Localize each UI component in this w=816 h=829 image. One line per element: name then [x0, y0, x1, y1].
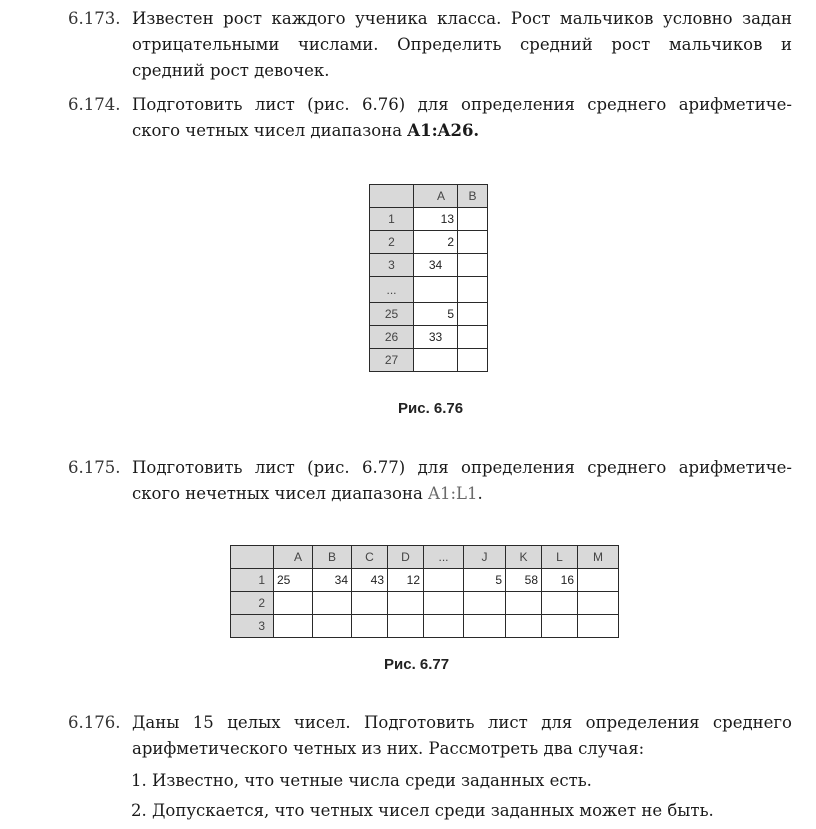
- cell-a: 2: [414, 231, 458, 254]
- problem-line: [132, 481, 792, 507]
- cell-b: [458, 231, 488, 254]
- cell-range: A1:A26.: [407, 121, 480, 140]
- row-header: 25: [370, 303, 414, 326]
- problem-text: [132, 6, 792, 84]
- cell: [424, 592, 464, 615]
- cell-a: [414, 277, 458, 303]
- cell: 12: [388, 569, 424, 592]
- problem-line: Известен рост каждого ученика класса. Рост мальчиков условно задан: [132, 9, 792, 28]
- cell: [388, 592, 424, 615]
- column-header-ellipsis: ...: [424, 546, 464, 569]
- spreadsheet-figure-6-76: [369, 184, 488, 372]
- table-row: [231, 615, 619, 638]
- cell: [542, 592, 578, 615]
- problem-number: 6.173.: [68, 9, 121, 28]
- cell: [578, 615, 619, 638]
- cell-a: [414, 349, 458, 372]
- column-header-b: B: [313, 546, 352, 569]
- cell: [274, 592, 313, 615]
- table-row: [370, 303, 488, 326]
- column-header-m: M: [578, 546, 619, 569]
- cell: [464, 615, 506, 638]
- table-row: [370, 254, 488, 277]
- cell: [506, 592, 542, 615]
- table-row: [370, 208, 488, 231]
- row-header: 1: [231, 569, 274, 592]
- cell: 25: [274, 569, 313, 592]
- row-header: 1: [370, 208, 414, 231]
- column-header-d: D: [388, 546, 424, 569]
- corner-cell: [231, 546, 274, 569]
- cell: 16: [542, 569, 578, 592]
- range-period: .: [477, 484, 483, 503]
- cell: [313, 592, 352, 615]
- row-header: 26: [370, 326, 414, 349]
- cell: [352, 592, 388, 615]
- cell-a: 34: [414, 254, 458, 277]
- case-item-2: 2. Допускается, что четных чисел среди заданных может не быть.: [131, 801, 714, 820]
- cell: 58: [506, 569, 542, 592]
- table-row: [231, 592, 619, 615]
- table-row: [370, 231, 488, 254]
- cell: 43: [352, 569, 388, 592]
- row-header: 2: [231, 592, 274, 615]
- column-header-a: A: [274, 546, 313, 569]
- cell-b: [458, 208, 488, 231]
- figure-caption-6-76: Рис. 6.76: [398, 400, 464, 417]
- column-header-l: L: [542, 546, 578, 569]
- figure-caption-6-77: Рис. 6.77: [384, 656, 450, 673]
- cell: [313, 615, 352, 638]
- cell: 34: [313, 569, 352, 592]
- problem-6-174: [68, 92, 792, 144]
- problem-number: 6.174.: [68, 95, 121, 114]
- cell: [352, 615, 388, 638]
- problem-line-text: ского нечетных чисел диапазона: [132, 484, 429, 503]
- problem-line-text: ского четных чисел диапазона: [132, 121, 408, 140]
- problem-6-175: [68, 455, 792, 507]
- problem-line: Даны 15 целых чисел. Подготовить лист для определения среднего: [132, 713, 792, 732]
- row-header: 3: [231, 615, 274, 638]
- cell-b: [458, 326, 488, 349]
- problem-number: 6.176.: [68, 713, 121, 732]
- cell: [542, 615, 578, 638]
- header-row: [231, 546, 619, 569]
- column-header-j: J: [464, 546, 506, 569]
- cell-a: 33: [414, 326, 458, 349]
- problem-6-173: [68, 6, 792, 84]
- row-header: 3: [370, 254, 414, 277]
- problem-line: средний рост девочек.: [132, 61, 330, 80]
- cell-b: [458, 254, 488, 277]
- cell: [388, 615, 424, 638]
- column-header-k: K: [506, 546, 542, 569]
- cell: [578, 592, 619, 615]
- cell-b: [458, 303, 488, 326]
- cell: [506, 615, 542, 638]
- row-header: 2: [370, 231, 414, 254]
- problem-line: [132, 118, 792, 144]
- column-header-c: C: [352, 546, 388, 569]
- problem-text: [132, 455, 792, 507]
- cell-a: 13: [414, 208, 458, 231]
- cell-b: [458, 277, 488, 303]
- column-header-b: B: [458, 185, 488, 208]
- problem-text: [132, 92, 792, 144]
- cell: [578, 569, 619, 592]
- cell: [274, 615, 313, 638]
- problem-text: [132, 710, 792, 762]
- cell: [464, 592, 506, 615]
- cell: [424, 569, 464, 592]
- problem-line: Подготовить лист (рис. 6.76) для определения среднего арифметиче-: [132, 95, 792, 114]
- row-header: ...: [370, 277, 414, 303]
- column-header-a: A: [414, 185, 458, 208]
- table-row: [370, 326, 488, 349]
- problem-line: арифметического четных из них. Рассмотреть два случая:: [132, 739, 645, 758]
- table-row: [370, 277, 488, 303]
- spreadsheet-figure-6-77: [230, 545, 619, 638]
- problem-line: Подготовить лист (рис. 6.77) для определения среднего арифметиче-: [132, 458, 792, 477]
- row-header: 27: [370, 349, 414, 372]
- problem-line: отрицательными числами. Определить средний рост мальчиков и: [132, 35, 792, 54]
- table-row: [370, 349, 488, 372]
- problem-number: 6.175.: [68, 458, 121, 477]
- problem-6-176: [68, 710, 792, 762]
- corner-cell: [370, 185, 414, 208]
- header-row: [370, 185, 488, 208]
- cell: [424, 615, 464, 638]
- cell: 5: [464, 569, 506, 592]
- case-item-1: 1. Известно, что четные числа среди заданных есть.: [131, 771, 592, 790]
- cell-range: A1:L1: [428, 484, 478, 503]
- cell-a: 5: [414, 303, 458, 326]
- table-row: [231, 569, 619, 592]
- cell-b: [458, 349, 488, 372]
